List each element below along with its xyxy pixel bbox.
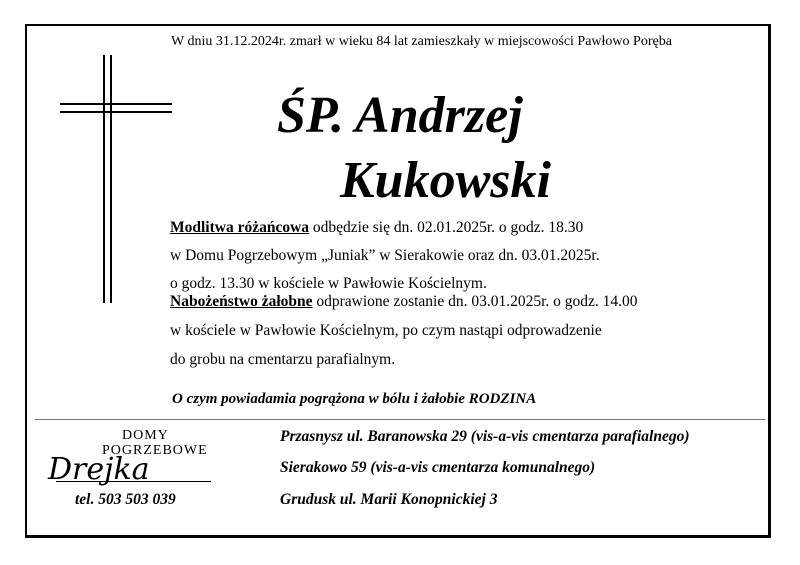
deceased-name-line2: Kukowski <box>340 152 551 209</box>
divider <box>35 419 765 420</box>
logo-script: Drejka <box>48 452 150 487</box>
mass-label: Nabożeństwo żałobne <box>170 293 313 310</box>
rosary-label: Modlitwa różańcowa <box>170 219 310 236</box>
logo-underline <box>56 481 211 482</box>
mass-line1 <box>170 293 638 311</box>
deceased-name-line1: ŚP. Andrzej <box>277 87 523 144</box>
mass-line3: do grobu na cmentarzu parafialnym. <box>170 351 396 368</box>
rosary-line1 <box>170 219 583 237</box>
logo-line2: POGRZEBOWE <box>102 443 208 458</box>
mass-line2: w kościele w Pawłowie Kościelnym, po czym nastąpi odprowadzenie <box>170 322 602 339</box>
intro-text: W dniu 31.12.2024r. zmarł w wieku 84 lat zamieszkały w miejscowości Pawłowo Poręba <box>171 34 672 49</box>
rosary-line2: w Domu Pogrzebowym „Juniak” w Sierakowie oraz dn. 03.01.2025r. <box>170 247 600 264</box>
closing-text: O czym powiadamia pogrążona w bólu i żałobie RODZINA <box>172 391 537 407</box>
phone-number: tel. 503 503 039 <box>75 491 176 508</box>
address-item: Grudusk ul. Marii Konopnickiej 3 <box>280 491 498 508</box>
address-item: Sierakowo 59 (vis-a-vis cmentarza komunalnego) <box>280 459 596 476</box>
rosary-line1-text: odbędzie się dn. 02.01.2025r. o godz. 18.30 <box>309 219 584 236</box>
logo-line1: DOMY <box>122 428 169 443</box>
mass-line1-text: odprawione zostanie dn. 03.01.2025r. o godz. 14.00 <box>312 293 638 310</box>
address-item: Przasnysz ul. Baranowska 29 (vis-a-vis cmentarza parafialnego) <box>280 428 690 445</box>
rosary-line3: o godz. 13.30 w kościele w Pawłowie Kościelnym. <box>170 275 487 292</box>
